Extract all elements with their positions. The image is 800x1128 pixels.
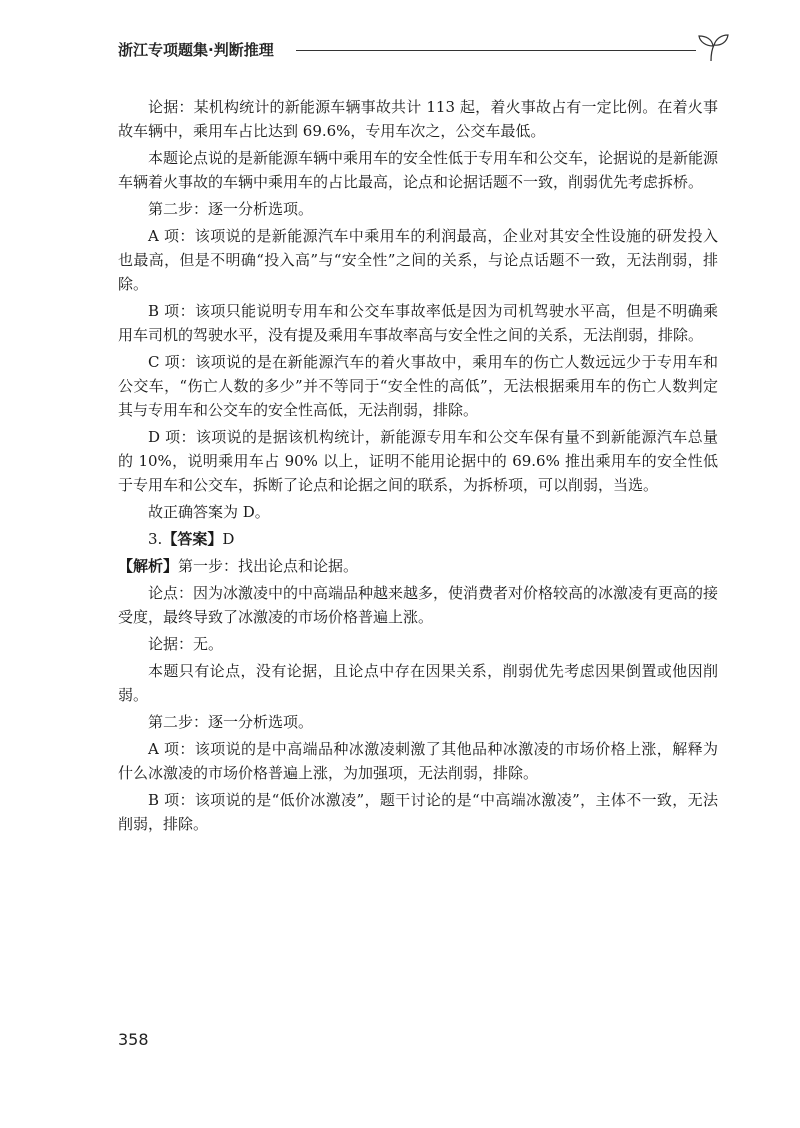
answer-value: D: [222, 530, 235, 548]
paragraph: B 项：该项只能说明专用车和公交车事故率低是因为司机驾驶水平高，但是不明确乘用车司机的驾驶水平，没有提及乘用车事故率高与安全性之间的关系，无法削弱，排除。: [118, 302, 718, 344]
paragraph: A 项：该项说的是新能源汽车中乘用车的利润最高，企业对其安全性设施的研发投入也最高，但是不明确“投入高”与“安全性”之间的关系，与论点话题不一致，无法削弱，排除。: [118, 227, 718, 293]
paragraph: A 项：该项说的是中高端品种冰激凌刺激了其他品种冰激凌的市场价格上涨，解释为什么冰激凌的市场价格普遍上涨，为加强项，无法削弱，排除。: [118, 740, 718, 782]
paragraph: 第二步：逐一分析选项。: [148, 200, 314, 218]
paragraph: 论据：无。: [148, 635, 224, 653]
analysis-line: [118, 554, 718, 578]
sprout-leaf-icon: [696, 32, 730, 62]
answer-label: 【答案】: [162, 530, 223, 548]
paragraph: 本题只有论点，没有论据，且论点中存在因果关系，削弱优先考虑因果倒置或他因削弱。: [118, 662, 718, 704]
paragraph: C 项：该项说的是在新能源汽车的着火事故中，乘用车的伤亡人数远远少于专用车和公交车，“伤亡人数的多少”并不等同于“安全性的高低”，无法根据乘用车的伤亡人数判定其与专用车和公交车的安全性高低，无法削弱，排除。: [118, 353, 718, 419]
page-content: [118, 95, 718, 839]
paragraph: B 项：该项说的是“低价冰激凌”，题干讨论的是“中高端冰激凌”，主体不一致，无法削弱，排除。: [118, 791, 718, 833]
analysis-first-step: 第一步：找出论点和论据。: [178, 557, 359, 575]
paragraph: 第二步：逐一分析选项。: [148, 713, 314, 731]
running-header: [118, 38, 730, 64]
paragraph: D 项：该项说的是据该机构统计，新能源专用车和公交车保有量不到新能源汽车总量的 10%，说明乘用车占 90% 以上，证明不能用论据中的 69.6% 推出乘用车的安全性低于专用车和公交车，拆断了论点和论据之间的联系，为拆桥项，可以削弱，当选。: [118, 428, 718, 494]
question-number: 3.: [148, 530, 163, 548]
paragraph: 故正确答案为 D。: [148, 503, 270, 521]
analysis-label: 【解析】: [118, 557, 179, 575]
header-title: 浙江专项题集·判断推理: [118, 41, 274, 59]
header-rule: [296, 50, 696, 51]
paragraph: 论据：某机构统计的新能源车辆事故共计 113 起，着火事故占有一定比例。在着火事故车辆中，乘用车占比达到 69.6%，专用车次之，公交车最低。: [118, 98, 718, 140]
answer-line: [118, 527, 718, 551]
paragraph: 论点：因为冰激凌中的中高端品种越来越多，使消费者对价格较高的冰激凌有更高的接受度，最终导致了冰激凌的市场价格普遍上涨。: [118, 584, 719, 626]
paragraph: 本题论点说的是新能源车辆中乘用车的安全性低于专用车和公交车，论据说的是新能源车辆着火事故的车辆中乘用车的占比最高，论点和论据话题不一致，削弱优先考虑拆桥。: [118, 149, 719, 191]
page-number: 358: [118, 1030, 149, 1049]
